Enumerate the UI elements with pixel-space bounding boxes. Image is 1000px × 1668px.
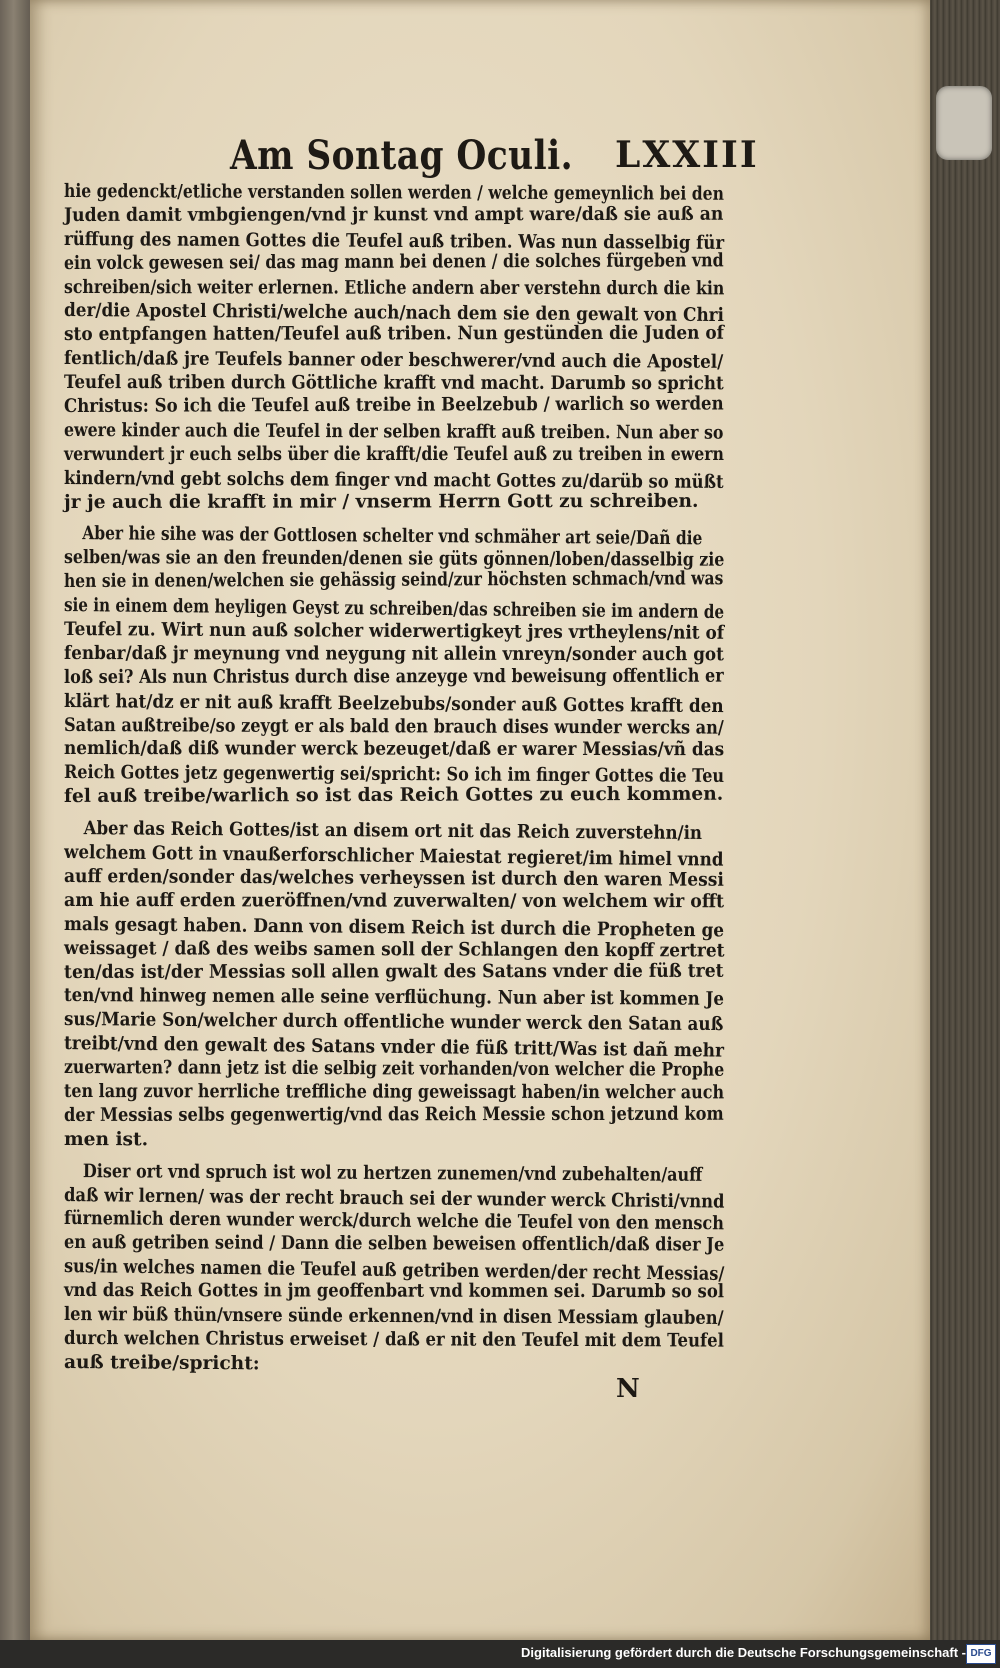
text-line: welchem Gott in vnaußerforschlicher Maiestat regieret/im himel vnnd	[63, 842, 724, 871]
text-line: ein volck gewesen sei/ das mag mann bei denen / die solches fürgeben vnd	[63, 249, 724, 274]
text-line: fel auß treibe/warlich so ist das Reich Gottes zu euch kommen.	[63, 783, 724, 808]
text-line: sto entpfangen hatten/Teufel auß triben. Nun gestünden die Juden of	[63, 323, 724, 346]
text-line: ten lang zuvor herrliche treffliche ding geweissagt haben/in welcher auch	[63, 1080, 725, 1104]
text-line: Juden damit vmbgiengen/vnd jr kunst vnd ampt ware/daß sie auß an	[63, 203, 724, 226]
text-line: ten/das ist/der Messias soll allen gwalt des Satans vnder die füß tret	[63, 960, 724, 983]
text-line: der Messias selbs gegenwertig/vnd das Reich Messie schon jetzund kom	[63, 1103, 724, 1126]
text-line: mals gesagt haben. Dann von disem Reich ist durch die Propheten ge	[63, 913, 725, 942]
text-line: Teufel zu. Wirt nun auß solcher widerwertigkeyt jres vrtheylens/nit of	[63, 619, 725, 644]
text-line: Reich Gottes jetz gegenwertig sei/spricht: So ich im finger Gottes die Teu	[63, 762, 725, 788]
book-spine	[0, 0, 34, 1668]
text-line: Diser ort vnd spruch ist wol zu hertzen zunemen/vnd zubehalten/auff	[82, 1160, 703, 1186]
dfg-logo: DFG	[966, 1644, 996, 1664]
text-line: len wir büß thün/vnsere sünde erkennen/vnd in disen Messiam glauben/	[63, 1303, 724, 1329]
running-title: Am Sontag Oculi.	[230, 132, 573, 179]
text-line: auff erden/sonder das/welches verheyssen ist durch den waren Messi	[63, 865, 724, 891]
text-line: zuerwarten? dann jetz ist die selbig zeit vorhanden/von welcher die Prophe	[63, 1057, 725, 1081]
text-line: nemlich/daß diß wunder werck bezeuget/daß er warer Messias/vñ das	[63, 738, 725, 761]
text-line: verwundert jr euch selbs über die krafft/die Teufel auß zu treiben in ewern	[64, 443, 724, 465]
text-line: Aber hie sihe was der Gottlosen schelter vnd schmäher art seie/Dañ die	[82, 523, 703, 550]
text-line: fentlich/daß jre Teufels banner oder beschwerer/vnd auch die Apostel/	[63, 348, 724, 374]
text-line: kindern/vnd gebt solchs dem finger vnd macht Gottes zu/darüb so müßt	[63, 467, 724, 493]
text-line: vnd das Reich Gottes in jm geoffenbart vnd kommen sei. Darumb so sol	[63, 1280, 725, 1303]
text-line: treibt/vnd den gewalt des Satans vnder die füß tritt/Was ist dañ mehr	[63, 1033, 725, 1062]
text-line: Satan außtreibe/so zeygt er als bald den brauch dises wunder wercks an/	[63, 714, 724, 739]
text-line: weissaget / daß des weibs samen soll der Schlangen den kopff zertret	[63, 937, 725, 962]
body-text	[64, 180, 724, 1375]
text-line: hie gedenckt/etliche verstanden sollen werden / welche gemeynlich bei den	[63, 181, 725, 205]
text-line: auß treibe/spricht:	[63, 1351, 260, 1375]
text-line: jr je auch die krafft in mir / vnserm Herrn Gott zu schreiben.	[63, 490, 699, 513]
scan-clip	[936, 86, 992, 160]
text-line: daß wir lernen/ was der recht brauch sei der wunder werck Christi/vnnd	[63, 1184, 725, 1213]
text-line: fürnemlich deren wunder werck/durch welche die Teufel von den mensch	[63, 1208, 724, 1235]
text-line: klärt hat/dz er nit auß krafft Beelzebubs/sonder auß Gottes krafft den	[63, 690, 724, 717]
text-line: hen sie in denen/welchen sie gehässig seind/zur höchsten schmach/vnd was	[63, 568, 724, 593]
text-line: rüffung des namen Gottes die Teufel auß triben. Was nun dasselbig für	[63, 228, 725, 254]
text-line: schreiben/sich weiter erlernen. Etliche andern aber verstehn durch die kin	[63, 276, 725, 299]
text-line: loß sei? Als nun Christus durch dise anzeyge vnd beweisung offentlich er	[63, 665, 724, 688]
text-line: ewere kinder auch die Teufel in der selben krafft auß treiben. Nun aber so	[63, 419, 724, 444]
folio-number: LXXIII	[615, 134, 759, 176]
text-line: Teufel auß triben durch Göttliche krafft vnd macht. Darumb so spricht	[63, 372, 724, 395]
text-line: fenbar/daß jr meynung vnd neygung nit allein vnreyn/sonder auch got	[63, 642, 724, 666]
funding-credit: Digitalisierung gefördert durch die Deutsche Forschungsgemeinschaft -	[521, 1645, 966, 1660]
text-line: sus/Marie Son/welcher durch offentliche wunder werck den Satan auß	[63, 1009, 724, 1036]
paragraph-gap	[64, 514, 724, 522]
text-line: en auß getriben seind / Dann die selben beweisen offentlich/daß diser Je	[63, 1232, 725, 1256]
text-line: am hie auff erden zueröffnen/vnd zuverwalten/ von welchem wir offt	[63, 889, 725, 913]
text-line: men ist.	[63, 1128, 149, 1151]
text-line: sus/in welches namen die Teufel auß getriben werden/der recht Messias/	[63, 1256, 725, 1286]
footer-bar	[0, 1640, 1000, 1668]
text-line: selben/was sie an den freunden/denen sie güts gönnen/loben/dasselbig zie	[63, 547, 725, 572]
text-line: Aber das Reich Gottes/ist an disem ort nit das Reich zuverstehn/in	[83, 818, 703, 845]
text-line: sie in einem dem heyligen Geyst zu schreiben/das schreiben sie im andern de	[63, 595, 725, 624]
text-line: ten/vnd hinweg nemen alle seine verflüchung. Nun aber ist kommen Je	[63, 985, 725, 1011]
text-line: Christus: So ich die Teufel auß treibe in Beelzebub / warlich so werden	[63, 393, 724, 418]
text-line: durch welchen Christus erweiset / daß er nit den Teufel mit dem Teufel	[63, 1327, 725, 1352]
paragraph-gap	[64, 809, 724, 817]
signature-mark: N	[616, 1374, 640, 1404]
page-header	[230, 132, 759, 182]
page-edges	[926, 0, 1000, 1640]
text-line: der/die Apostel Christi/welche auch/nach dem sie den gewalt von Chri	[63, 300, 725, 327]
